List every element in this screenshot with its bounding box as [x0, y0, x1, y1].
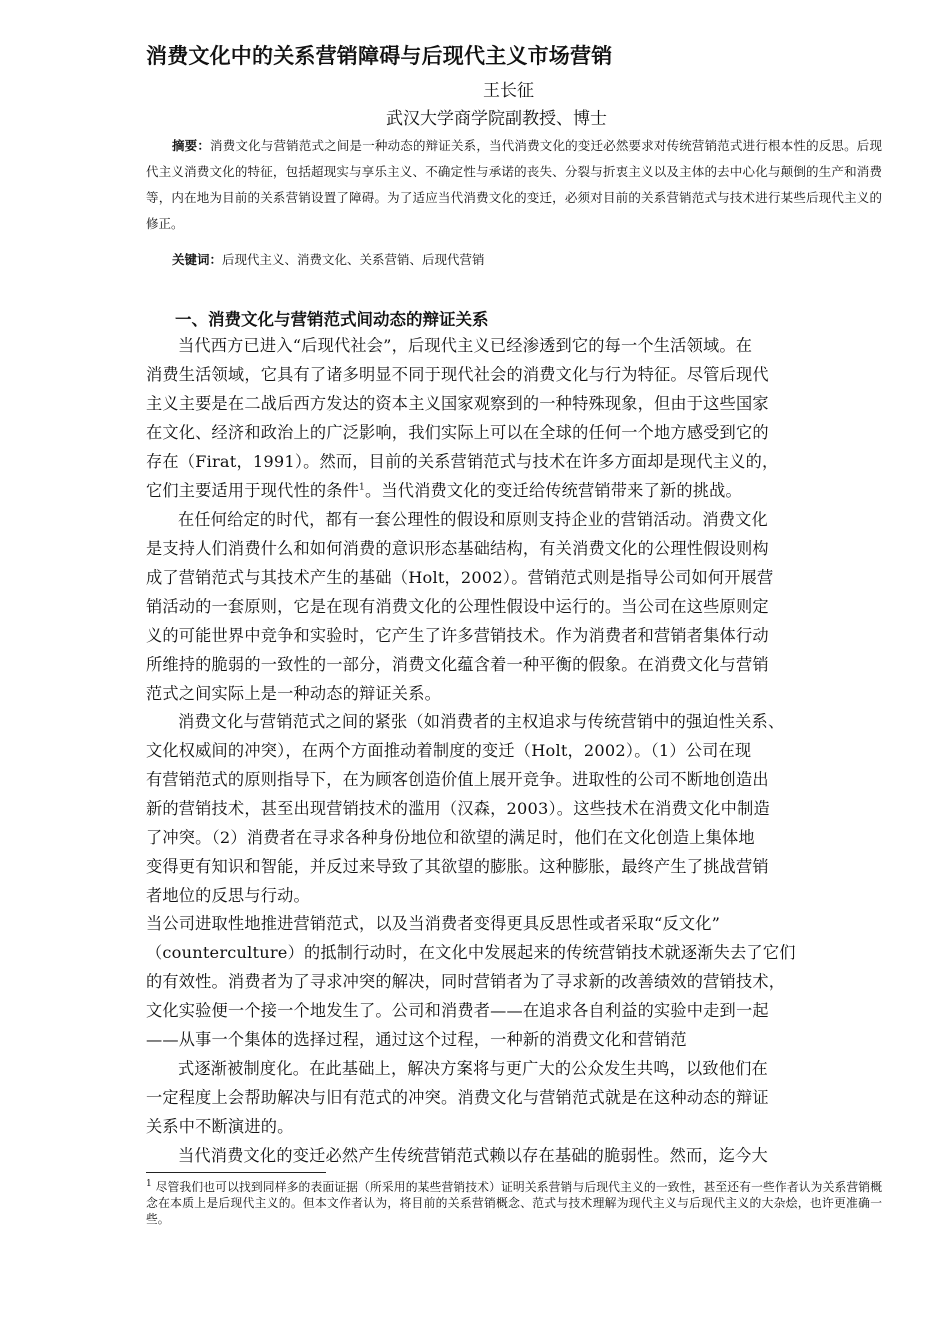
footnote-text: 尽管我们也可以找到同样多的表面证据（所采用的某些营销技术）证明关系营销与后现代主义的一致性，甚至还有一些作者认为关系营销概念在本质上是后现代主义的。但本文作者认为，将目前的关系营销概念、范式与技术理解为现代主义与后现代主义的大杂烩，也许更准确一些。 — [146, 1180, 883, 1226]
body-line: 销活动的一套原则，它是在现有消费文化的公理性假设中运行的。当公司在这些原则定 — [146, 597, 769, 616]
body-line: 存在（Firat，1991）。然而，目前的关系营销范式与技术在许多方面却是现代主义的， — [146, 452, 779, 471]
document-title: 消费文化中的关系营销障碍与后现代主义市场营销 — [146, 44, 613, 68]
abstract-text: 消费文化与营销范式之间是一种动态的辩证关系，当代消费文化的变迁必然要求对传统营销范式进行根本性的反思。后现代主义消费文化的特征，包括超现实与享乐主义、不确定性与承诺的丧失、分裂与折衷主义以及主体的去中心化与颠倒的生产和消费等，内在地为目前的关系营销设置了障碍。为了适应当代消费文化的变迁，必须对目前的关系营销范式与技术进行某些后现代主义的修正。 — [146, 138, 882, 231]
body-line: 变得更有知识和智能，并反过来导致了其欲望的膨胀。这种膨胀，最终产生了挑战营销 — [146, 857, 769, 876]
body-line: 新的营销技术，甚至出现营销技术的滥用（汉森，2003）。这些技术在消费文化中制造 — [146, 799, 770, 818]
body-line: 范式之间实际上是一种动态的辩证关系。 — [146, 684, 441, 703]
body-line: 的有效性。消费者为了寻求冲突的解决，同时营销者为了寻求新的改善绩效的营销技术， — [146, 972, 786, 991]
body-line: 在任何给定的时代，都有一套公理性的假设和原则支持企业的营销活动。消费文化 — [178, 510, 768, 529]
body-line: 当代消费文化的变迁必然产生传统营销范式赖以存在基础的脆弱性。然而，迄今大 — [178, 1146, 768, 1165]
footnote — [146, 1179, 882, 1227]
footnote-marker: 1 — [146, 1179, 152, 1190]
body-line: 消费生活领域，它具有了诸多明显不同于现代社会的消费文化与行为特征。尽管后现代 — [146, 365, 769, 384]
section-heading: 一、消费文化与营销范式间动态的辩证关系 — [175, 310, 489, 329]
body-line: 所维持的脆弱的一致性的一部分，消费文化蕴含着一种平衡的假象。在消费文化与营销 — [146, 655, 769, 674]
body-line: ——从事一个集体的选择过程，通过这个过程，一种新的消费文化和营销范 — [146, 1030, 687, 1049]
body-line: 了冲突。（2）消费者在寻求各种身份地位和欲望的满足时，他们在文化创造上集体地 — [146, 828, 755, 847]
body-line: 一定程度上会帮助解决与旧有范式的冲突。消费文化与营销范式就是在这种动态的辩证 — [146, 1088, 769, 1107]
footnote-divider — [146, 1172, 326, 1173]
keywords-label: 关键词： — [172, 252, 223, 267]
keywords — [172, 250, 485, 268]
body-line: 者地位的反思与行动。 — [146, 886, 310, 905]
body-line: （counterculture）的抵制行动时，在文化中发展起来的传统营销技术就逐渐失去了它们 — [146, 943, 796, 962]
body-line: 成了营销范式与其技术产生的基础（Holt，2002）。营销范式则是指导公司如何开展营 — [146, 568, 774, 587]
abstract — [146, 133, 882, 237]
body-line: 消费文化与营销范式之间的紧张（如消费者的主权追求与传统营销中的强迫性关系、 — [178, 712, 785, 731]
body-line: 文化实验便一个接一个地发生了。公司和消费者——在追求各自利益的实验中走到一起 — [146, 1001, 769, 1020]
abstract-label: 摘要： — [172, 138, 211, 153]
author-name: 王长征 — [483, 81, 534, 101]
body-line — [146, 481, 742, 501]
body-line: 有营销范式的原则指导下，在为顾客创造价值上展开竞争。进取性的公司不断地创造出 — [146, 770, 769, 789]
body-line-text: 。当代消费文化的变迁给传统营销带来了新的挑战。 — [364, 481, 742, 500]
body-line: 主义主要是在二战后西方发达的资本主义国家观察到的一种特殊现象，但由于这些国家 — [146, 394, 769, 413]
body-line: 在文化、经济和政治上的广泛影响，我们实际上可以在全球的任何一个地方感受到它的 — [146, 423, 769, 442]
body-line: 关系中不断演进的。 — [146, 1117, 294, 1136]
author-affiliation: 武汉大学商学院副教授、博士 — [386, 109, 607, 129]
keywords-text: 后现代主义、消费文化、关系营销、后现代营销 — [222, 252, 485, 267]
body-line: 当代西方已进入“后现代社会”，后现代主义已经渗透到它的每一个生活领域。在 — [178, 336, 753, 355]
footnote-ref[interactable]: 1 — [359, 482, 365, 493]
body-line: 文化权威间的冲突），在两个方面推动着制度的变迁（Holt，2002）。（1）公司在现 — [146, 741, 752, 760]
body-line: 是支持人们消费什么和如何消费的意识形态基础结构，有关消费文化的公理性假设则构 — [146, 539, 769, 558]
body-line: 当公司进取性地推进营销范式，以及当消费者变得更具反思性或者采取“反文化” — [146, 914, 721, 933]
body-line-text: 它们主要适用于现代性的条件 — [146, 481, 360, 500]
body-line: 义的可能世界中竞争和实验时，它产生了许多营销技术。作为消费者和营销者集体行动 — [146, 626, 769, 645]
body-line: 式逐渐被制度化。在此基础上，解决方案将与更广大的公众发生共鸣，以致他们在 — [178, 1059, 768, 1078]
